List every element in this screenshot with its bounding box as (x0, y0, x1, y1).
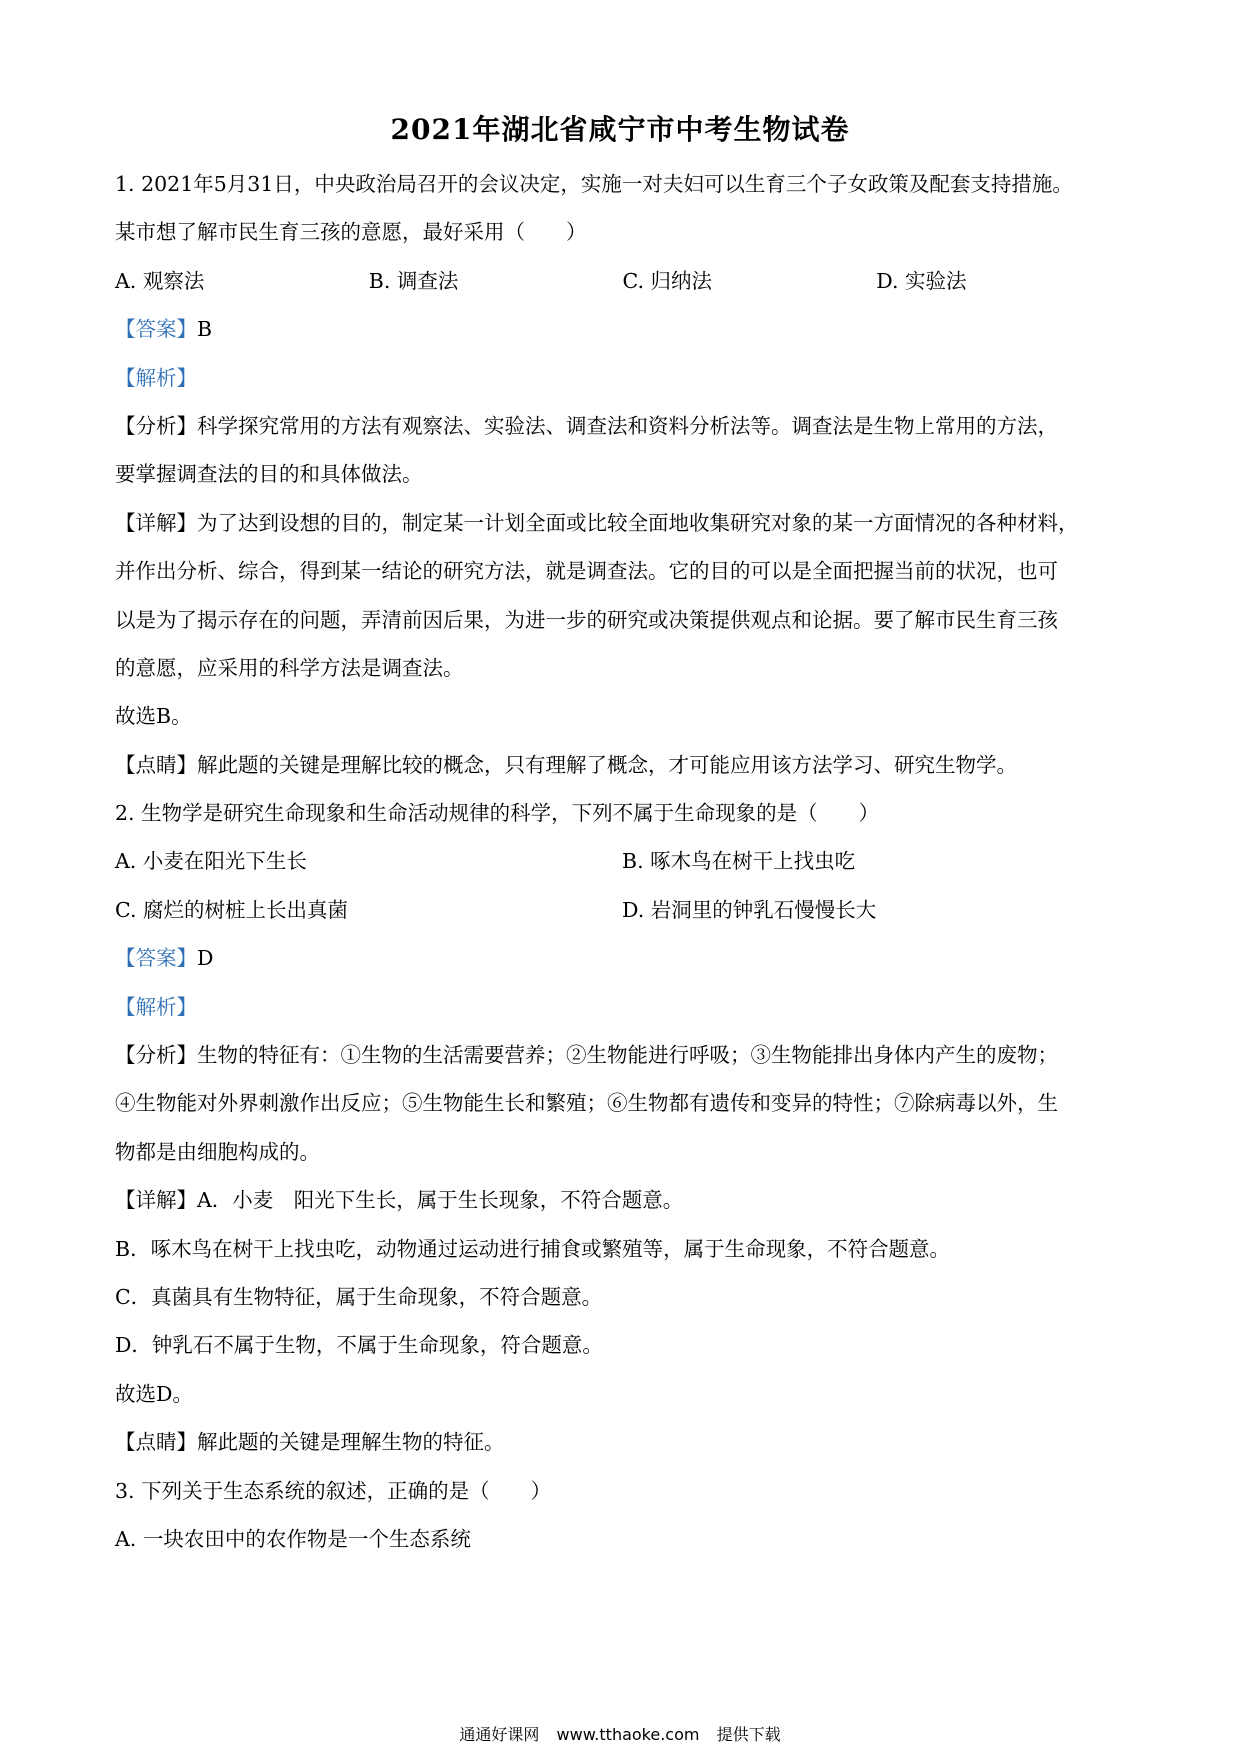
q1-stem-line-2: 某市想了解市民生育三孩的意愿，最好采用（ ） (115, 220, 587, 245)
answer-tag: 【答案】 (115, 946, 197, 971)
q1-options (115, 257, 1130, 305)
q1-xiangjie-line-4: 的意愿，应采用的科学方法是调查法。 (115, 655, 464, 680)
q2-answer-value: D (197, 946, 214, 971)
q2-dianjing-text: 解此题的关键是理解生物的特征。 (197, 1430, 505, 1455)
q1-fenxi-line-1 (115, 402, 1130, 450)
document-body (115, 160, 1130, 1563)
dianjing-tag: 【点睛】 (115, 1430, 197, 1455)
q2-option-a: A. 小麦在阳光下生长 (115, 849, 307, 874)
q1-xiangjie-line-2: 并作出分析、综合，得到某一结论的研究方法，就是调查法。它的目的可以是全面把握当前的状况，也可 (115, 559, 1058, 584)
q2-fenxi-line-3: 物都是由细胞构成的。 (115, 1139, 320, 1164)
footer-download: 提供下载 (716, 1725, 781, 1744)
q1-option-a: A. 观察法 (115, 268, 205, 293)
q1-answer-value: B (197, 317, 213, 342)
q2-xiangjie-c: C．真菌具有生物特征，属于生命现象，不符合题意。 (115, 1284, 603, 1309)
q2-option-d: D. 岩洞里的钟乳石慢慢长大 (622, 897, 877, 922)
analysis-tag: 【解析】 (115, 994, 197, 1019)
q1-dianjing-text: 解此题的关键是理解比较的概念，只有理解了概念，才可能应用该方法学习、研究生物学。 (197, 752, 1017, 777)
q1-option-d: D. 实验法 (876, 268, 967, 293)
page-footer (0, 1722, 1240, 1745)
footer-site-name: 通通好课网 (459, 1725, 540, 1744)
fenxi-tag: 【分析】 (115, 1043, 197, 1068)
q1-fenxi-text-1: 科学探究常用的方法有观察法、实验法、调查法和资料分析法等。调查法是生物上常用的方法， (197, 413, 1058, 438)
q2-option-c: C. 腐烂的树桩上长出真菌 (115, 897, 348, 922)
q2-options-row-2 (115, 886, 1130, 934)
q2-option-b: B. 啄木鸟在树干上找虫吃 (622, 849, 856, 874)
q2-xiangjie-a (115, 1176, 1130, 1224)
q1-conclusion: 故选B。 (115, 704, 192, 729)
xiangjie-tag: 【详解】 (115, 510, 197, 535)
answer-tag: 【答案】 (115, 317, 197, 342)
q1-option-c: C. 归纳法 (622, 268, 712, 293)
q2-fenxi-line-2: ④生物能对外界刺激作出反应；⑤生物能生长和繁殖；⑥生物都有遗传和变异的特性；⑦除病毒以外，生 (115, 1091, 1058, 1116)
q2-answer (115, 934, 1130, 982)
q2-xiangjie-b: B．啄木鸟在树干上找虫吃，动物通过运动进行捕食或繁殖等，属于生命现象，不符合题意。 (115, 1236, 951, 1261)
q1-fenxi-line-2: 要掌握调查法的目的和具体做法。 (115, 462, 423, 487)
footer-url[interactable]: www.tthaoke.com (556, 1725, 700, 1744)
q1-stem-line-1: 1. 2021年5月31日，中央政治局召开的会议决定，实施一对夫妇可以生育三个子女政策及配套支持措施。 (115, 172, 1073, 196)
q2-fenxi-text-1: 生物的特征有：①生物的生活需要营养；②生物能进行呼吸；③生物能排出身体内产生的废物； (197, 1043, 1058, 1068)
q3-option-a: A. 一块农田中的农作物是一个生态系统 (115, 1526, 471, 1551)
q2-analysis-heading (115, 983, 1130, 1031)
q1-dianjing (115, 741, 1130, 789)
dianjing-tag: 【点睛】 (115, 752, 197, 777)
q1-xiangjie-line-3: 以是为了揭示存在的问题，弄清前因后果，为进一步的研究或决策提供观点和论据。要了解市民生育三孩 (115, 607, 1058, 632)
q2-options-row-1 (115, 837, 1130, 885)
q3-stem: 3. 下列关于生态系统的叙述，正确的是（ ） (115, 1478, 552, 1503)
fenxi-tag: 【分析】 (115, 413, 197, 438)
q2-dianjing (115, 1418, 1130, 1466)
q1-analysis-heading (115, 354, 1130, 402)
page-title: 2021年湖北省咸宁市中考生物试卷 (390, 113, 850, 146)
q1-option-b: B. 调查法 (368, 268, 459, 293)
q2-xiangjie-d: D．钟乳石不属于生物，不属于生命现象，符合题意。 (115, 1333, 603, 1358)
q1-answer (115, 305, 1130, 353)
xiangjie-tag: 【详解】 (115, 1188, 197, 1213)
analysis-tag: 【解析】 (115, 365, 197, 390)
q2-xiangjie-a-text: A．小麦 阳光下生长，属于生长现象，不符合题意。 (197, 1188, 684, 1213)
q1-xiangjie-line-1 (115, 499, 1130, 547)
q2-conclusion: 故选D。 (115, 1381, 193, 1406)
q1-xiangjie-text-1: 为了达到设想的目的，制定某一计划全面或比较全面地收集研究对象的某一方面情况的各种材料， (197, 510, 1079, 535)
q2-stem: 2. 生物学是研究生命现象和生命活动规律的科学，下列不属于生命现象的是（ ） (115, 801, 880, 826)
q2-fenxi-line-1 (115, 1031, 1130, 1079)
